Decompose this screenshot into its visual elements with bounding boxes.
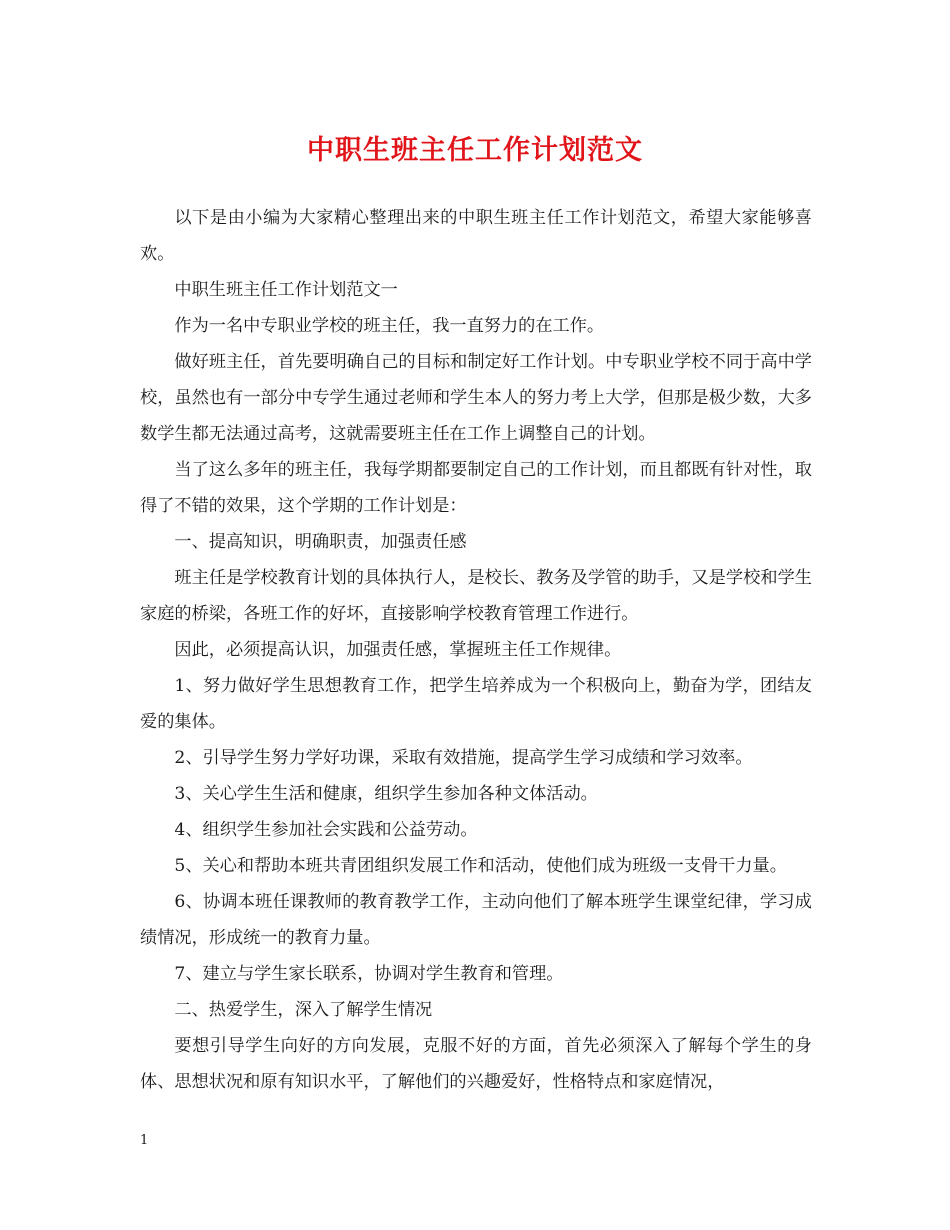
- paragraph: 以下是由小编为大家精心整理出来的中职生班主任工作计划范文，希望大家能够喜欢。: [140, 208, 812, 264]
- page-number: 1: [140, 1133, 149, 1148]
- paragraph: 1、努力做好学生思想教育工作，把学生培养成为一个积极向上，勤奋为学，团结友爱的集体。: [140, 676, 812, 732]
- paragraph: 2、引导学生努力学好功课，采取有效措施，提高学生学习成绩和学习效率。: [174, 748, 753, 768]
- paragraph: 因此，必须提高认识，加强责任感，掌握班主任工作规律。: [174, 640, 622, 660]
- paragraph: 班主任是学校教育计划的具体执行人，是校长、教务及学管的助手，又是学校和学生家庭的桥梁，各班工作的好坏，直接影响学校教育管理工作进行。: [140, 568, 812, 624]
- paragraph: 要想引导学生向好的方向发展，克服不好的方面，首先必须深入了解每个学生的身体、思想状况和原有知识水平，了解他们的兴趣爱好，性格特点和家庭情况，: [140, 1036, 812, 1092]
- paragraph: 6、协调本班任课教师的教育教学工作，主动向他们了解本班学生课堂纪律，学习成绩情况，形成统一的教育力量。: [140, 892, 812, 948]
- paragraph: 3、关心学生生活和健康，组织学生参加各种文体活动。: [174, 784, 598, 804]
- paragraph: 5、关心和帮助本班共青团组织发展工作和活动，使他们成为班级一支骨干力量。: [174, 856, 787, 876]
- paragraph: 中职生班主任工作计划范文一: [174, 280, 398, 300]
- document-body: [140, 200, 812, 1100]
- paragraph: 一、提高知识，明确职责，加强责任感: [174, 532, 467, 552]
- paragraph: 7、建立与学生家长联系，协调对学生教育和管理。: [174, 964, 564, 984]
- paragraph: 二、热爱学生，深入了解学生情况: [174, 1000, 433, 1020]
- paragraph: 当了这么多年的班主任，我每学期都要制定自己的工作计划，而且都既有针对性，取得了不错的效果，这个学期的工作计划是：: [140, 460, 812, 516]
- paragraph: 作为一名中专职业学校的班主任，我一直努力的在工作。: [174, 316, 605, 336]
- document-title: 中职生班主任工作计划范文: [307, 135, 643, 166]
- paragraph: 做好班主任，首先要明确自己的目标和制定好工作计划。中专职业学校不同于高中学校，虽然也有一部分中专学生通过老师和学生本人的努力考上大学，但那是极少数，大多数学生都无法通过高考，这就需要班主任在工作上调整自己的计划。: [140, 352, 812, 444]
- paragraph: 4、组织学生参加社会实践和公益劳动。: [174, 820, 478, 840]
